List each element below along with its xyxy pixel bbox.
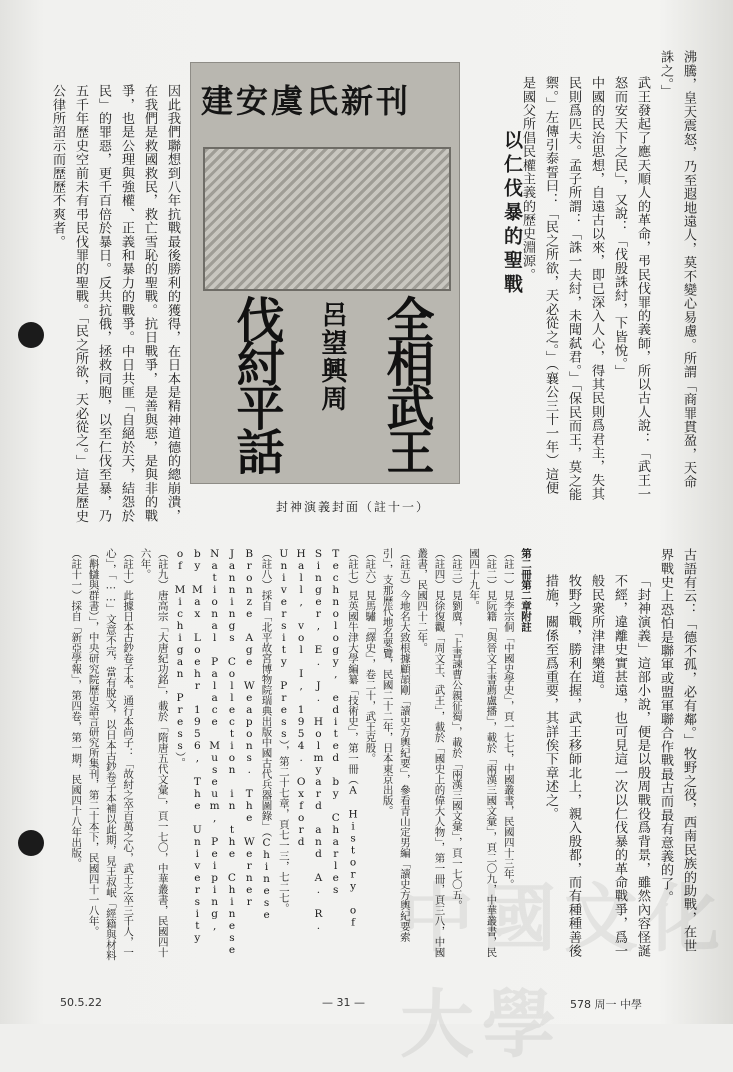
cover-main-left: 全相武王 — [378, 295, 434, 471]
note-item: （註二）見阮籍「與晉文王書薦盧播」，載於「兩漢三國文彙」，頁二〇九，中華叢書，民國四十九年。 — [468, 548, 498, 958]
paragraph: 武王發起了應天順人的革命，弔民伐罪的義師，所以古人說：「武王一怒而安天下之民」，又說：「伐殷誅紂，下皆悅。」 — [612, 76, 650, 501]
section-heading: 以仁伐暴的聖戰 — [501, 130, 523, 298]
note-item: （註八）採自「北平故宮博物院瑞典出版中國古代兵器圖錄」（Chinese Bronze Age Weapons. The Werner Jannings Collection in the Chinese National Palace Museum, Peiping, by Max Loehr 1956, The University of Michigan Press）。 — [174, 548, 273, 956]
punch-hole-bottom — [18, 830, 44, 856]
cover-illustration — [203, 147, 451, 291]
figure-caption: 封神演義封面（註十一） — [275, 500, 430, 514]
bottom-right-text — [540, 548, 700, 966]
paragraph: 古語有云：「德不孤，必有鄰。」牧野之役，西南民族的助戰，在世界戰史上恐怕是聯軍或盟軍聯合作戰最古而最有意義的了。 — [658, 548, 696, 953]
watermark: 中國文化大學 — [400, 876, 728, 1068]
notes-title: 第二冊第二章附註 — [520, 548, 532, 632]
cover-sub-center: 呂望興周 — [317, 301, 347, 413]
footer-journal: 578 周一 中學 — [570, 998, 642, 1011]
footer-page-number: — 31 — — [322, 996, 365, 1009]
cover-banner: 建安虞氏新刊 — [201, 82, 412, 120]
top-left-text — [50, 58, 184, 528]
notes-block — [66, 548, 534, 966]
note-item: （註十）此據日本古鈔卷子本。通行本尚子：「故紂之卒百萬之心，武王之卒三千人，一心」，「……」文意不完，當有脫文，以日本古鈔卷子本補以此期，見王叔岷「經籍與材料（斠讎與群書）」，中央研究院歷史語言研究所集刊，第二十本下，民國四十一八年。 — [87, 548, 135, 961]
paragraph: 沸騰，皇天震怒，乃至遐地遠人，莫不變心易慮。所謂「商罪貫盈，天命誅之。」 — [658, 50, 696, 489]
note-item: （註七）見英國牛津大學編纂「技術史」，第一冊（A History of Technology, edited by Charles Singer, E. J. Holmyard and A. R. Hall, vol I, 1954. Oxford University Press），第二十七章，頁七一三，七二七。 — [277, 548, 360, 932]
book-cover-figure — [190, 62, 460, 484]
top-right-text — [520, 50, 700, 502]
punch-hole-top — [18, 322, 44, 348]
note-item: （註九）唐高宗「大唐紀功銘」，載於「隋唐五代文彙」，頁一七〇，中華叢書，民國四十六年。 — [139, 548, 169, 958]
paragraph: 中國的民治思想，自遠古以來，即已深入人心，得其民則爲君主，失其民則爲匹夫。孟子所謂：「誅一夫紂，未聞弑君。」「保民而王，莫之能禦。」左傳引泰誓曰：「民之所欲，天必從之。」（襄公三十一年）這便是國父所倡民權主義的歷史淵源。 — [520, 76, 604, 502]
paragraph: 「封神演義」這部小說，便是以殷周戰役爲背景，雖然內容怪誕不經，違離史實甚遠，也可見這一次以仁伐暴的革命戰爭，爲一般民衆所津津樂道。 — [589, 574, 650, 958]
note-item: （註四）見徐復觀「周文王、武王」，載於「國史上的偉大人物」，第一冊，頁三八，中國叢書，民國四十二年。 — [416, 548, 446, 958]
paragraph: 牧野之戰，勝利在握，武王移師北上，親入殷都，而有種種善後措施，關係至爲重要，其詳俟下章述之。 — [543, 574, 581, 958]
note-item: （註六）見馬驌「繹史」，卷二十，武王克殷。 — [364, 548, 377, 764]
note-item: （註十一）採自「新亞學報」，第四卷，第一期，民國四十八年出版。 — [70, 548, 83, 869]
note-item: （註三）見劉廙，「上書諫曹公親征蜀」，載於「兩漢三國文彙」，頁一七〇五。 — [450, 548, 463, 911]
cover-title-area — [207, 295, 443, 473]
paragraph: 因此我們聯想到八年抗戰最後勝利的獲得，在日本是精神道德的總崩潰，在我們是救國救民，救亡雪恥的聖戰。抗日戰爭，是善與惡，是與非的戰爭，也是公理與強權、正義和暴力的戰爭。中日共匪「自絕於天，結怨於民」的罪惡，更千百倍於暴日。反共抗俄，拯救同胞，以至仁伐至暴，乃五千年歷史空前未有弔民伐罪的聖戰。「民之所欲，天必從之。」這是歷史公律所詔示而歷歷不爽者。 — [50, 84, 180, 523]
footer-date: 50.5.22 — [60, 996, 102, 1009]
cover-main-right: 伐紂平話 — [228, 295, 284, 471]
note-item: （註一）見李宗侗「中國史學史」，頁一七七，中國叢書，民國四十三年。 — [502, 548, 515, 890]
note-item: （註五）今地名大致根據顧頡剛「讀史方輿紀要」，參看青山定男編「讀史方輿紀要索引」，支那歷代地名要覽，民國二十二年，日本東京出版。 — [381, 548, 411, 942]
